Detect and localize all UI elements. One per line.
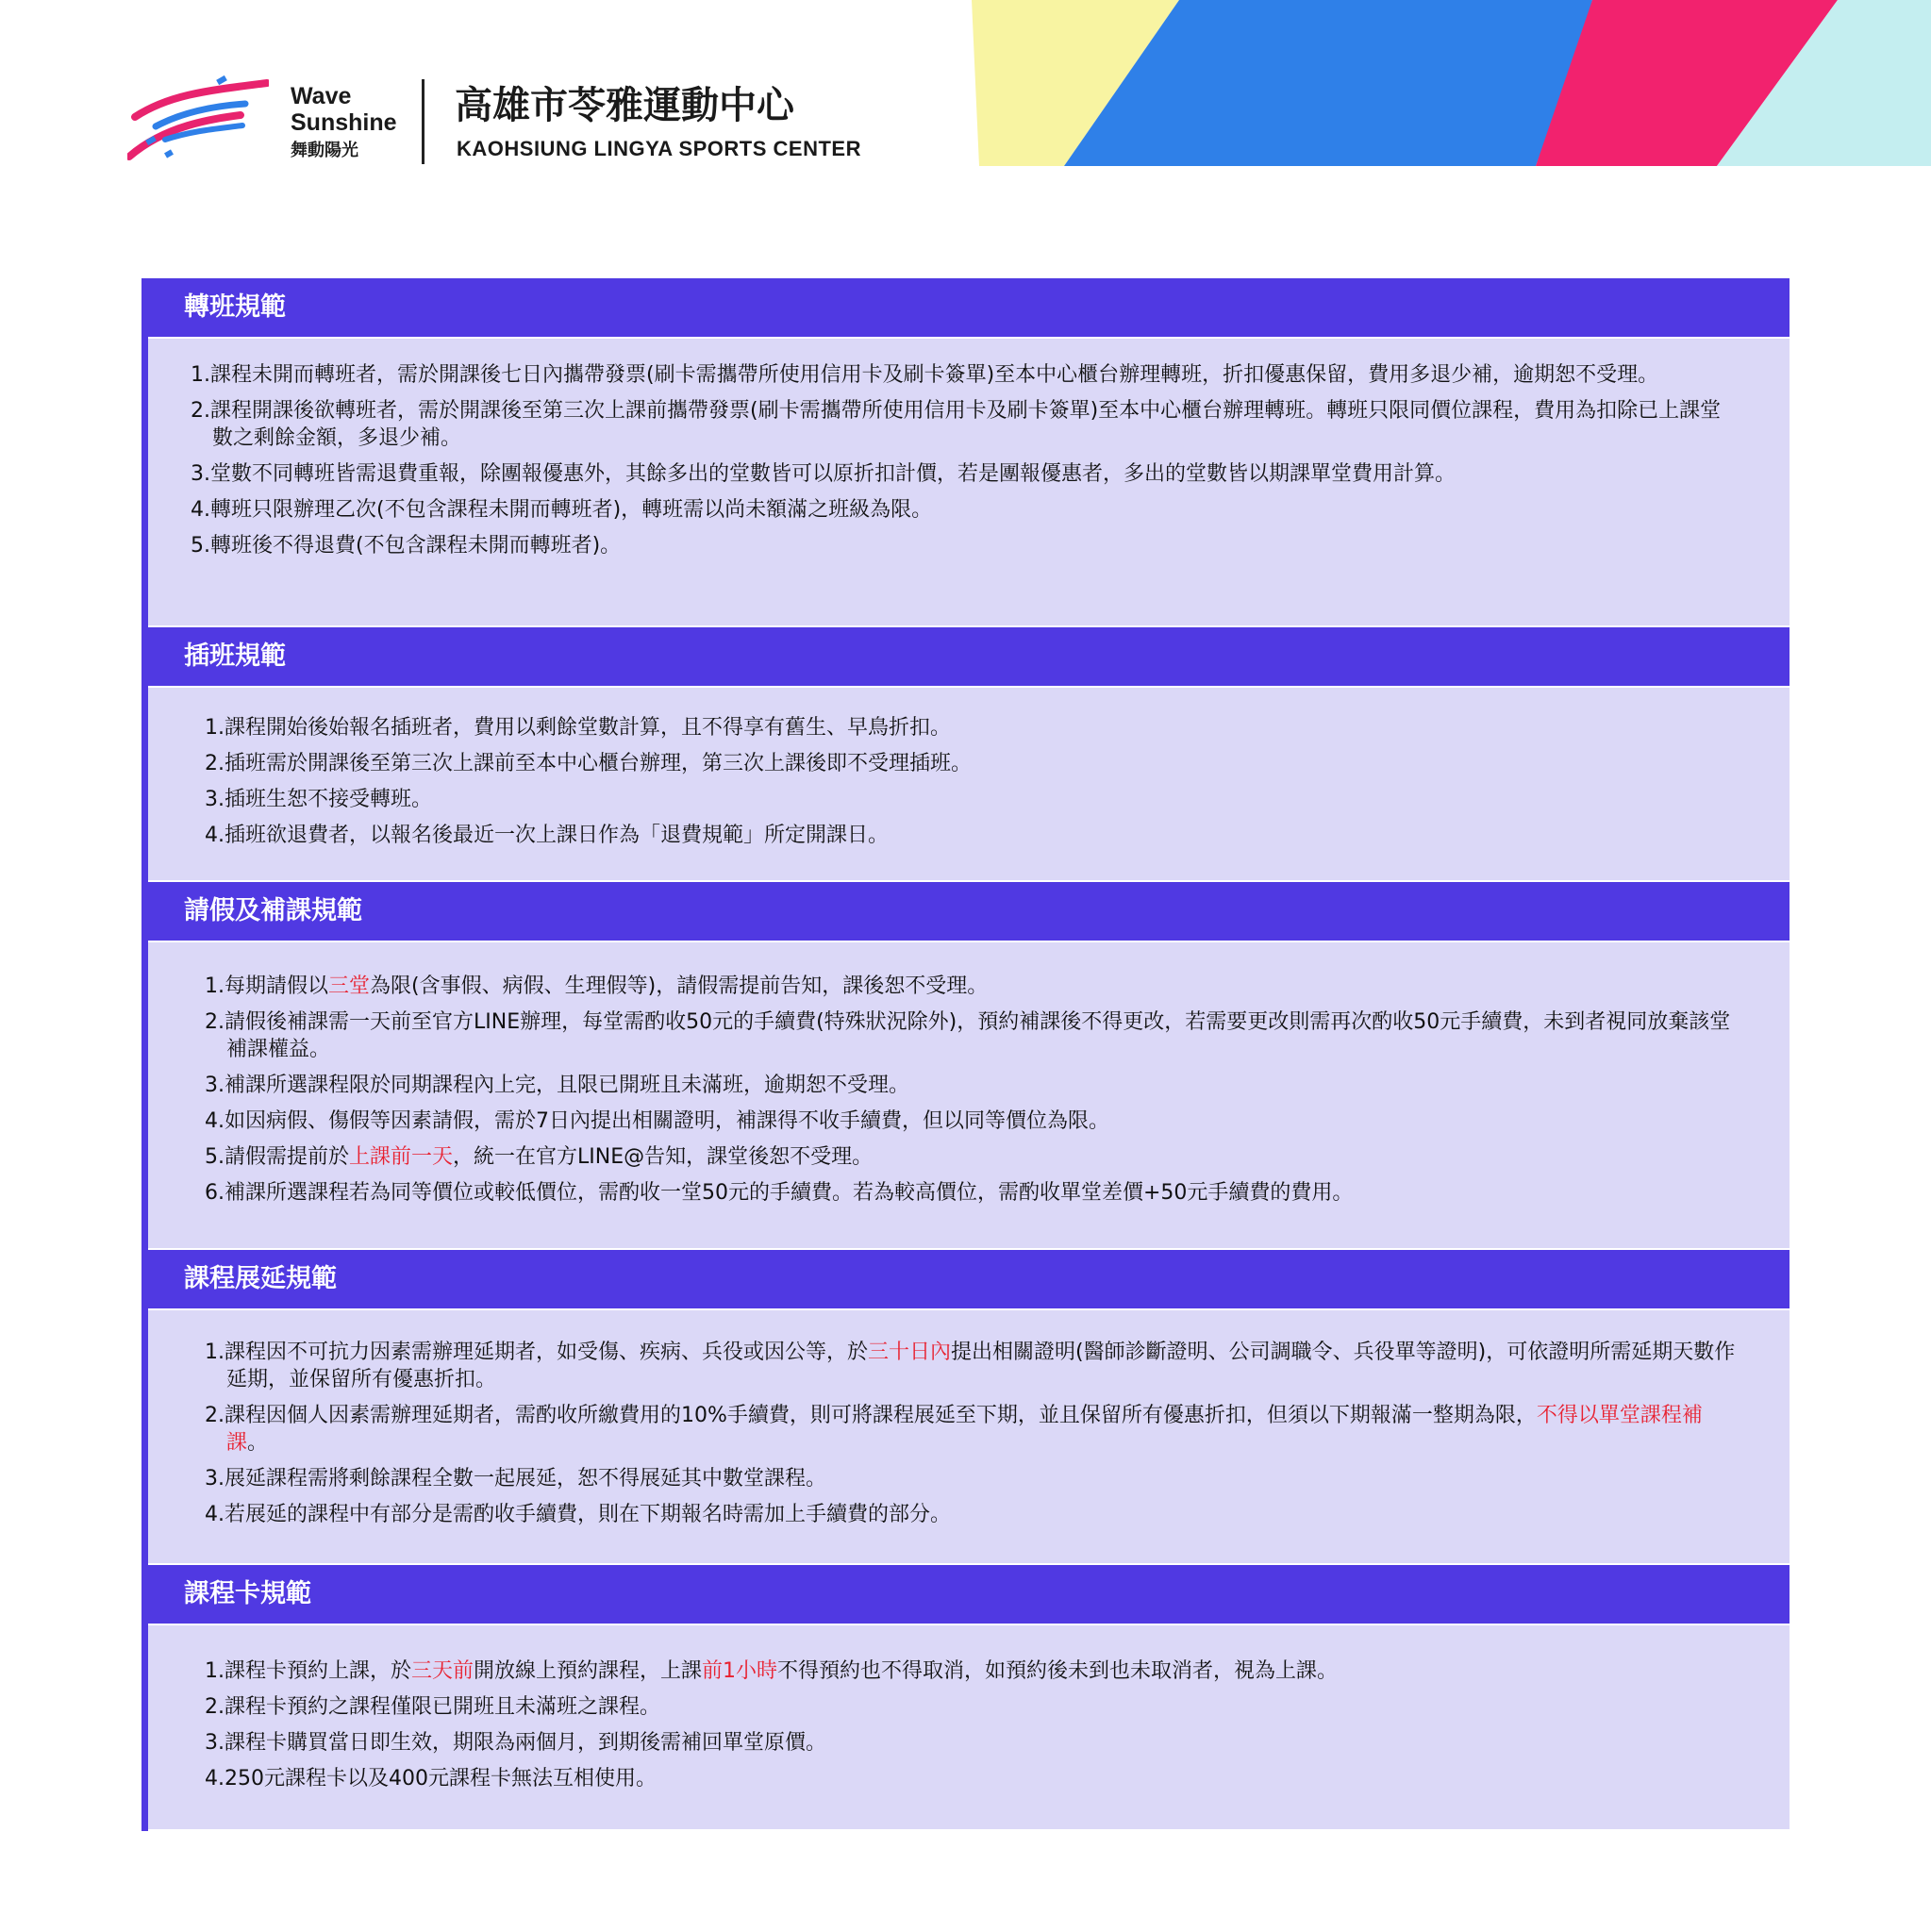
list-item: 1.每期請假以三堂為限(含事假、病假、生理假等)，請假需提前告知，課後恕不受理。 [205,974,989,998]
highlight-text: 三天前 [411,1659,474,1683]
list-item: 4.若展延的課程中有部分是需酌收手續費，則在下期報名時需加上手續費的部分。 [205,1503,952,1526]
highlight-text: 三堂 [328,974,371,998]
section-course-card-rules [148,1565,1790,1831]
list-item: 4.插班欲退費者，以報名後最近一次上課日作為「退費規範」所定開課日。 [205,824,890,847]
section-transfer-rules [148,278,1790,627]
header-divider [422,79,424,164]
page-header [0,0,1931,170]
list-item: 4.如因病假、傷假等因素請假，需於7日內提出相關證明，補課得不收手續費，但以同等價位為限。 [205,1109,1110,1133]
brand-name-cn: 舞動陽光 [291,141,358,160]
section-body [148,337,1790,627]
list-item: 3.展延課程需將剩餘課程全數一起展延，恕不得展延其中數堂課程。 [205,1467,827,1491]
list-item: 2.課程因個人因素需辦理延期者，需酌收所繳費用的10%手續費，則可將課程展延至下期，並且保留所有優惠折扣，但須以下期報滿一整期為限，不得以單堂課程補課。 [205,1404,1703,1455]
section-body [148,941,1790,1250]
list-item: 1.課程因不可抗力因素需辦理延期者，如受傷、疾病、兵役或因公等，於三十日內提出相關證明(醫師診斷證明、公司調職令、兵役單等證明)，可依證明所需延期天數作延期，並保留所有優惠折扣。 [205,1341,1736,1391]
decorative-color-stripes [972,0,1931,166]
section-title: 轉班規範 [148,278,1790,337]
list-item: 6.補課所選課程若為同等價位或較低價位，需酌收一堂50元的手續費。若為較高價位，需酌收單堂差價+50元手續費的費用。 [205,1181,1354,1205]
highlight-text: 上課前一天 [349,1145,454,1169]
list-item: 5.轉班後不得退費(不包含課程未開而轉班者)。 [191,534,622,558]
list-item: 2.插班需於開課後至第三次上課前至本中心櫃台辦理，第三次上課後即不受理插班。 [205,752,973,775]
section-body [148,1624,1790,1831]
section-title: 請假及補課規範 [148,882,1790,941]
section-title: 課程展延規範 [148,1250,1790,1308]
brand-name-en [291,83,397,136]
section-body [148,686,1790,882]
highlight-text: 前1小時 [702,1659,778,1683]
section-title: 插班規範 [148,627,1790,686]
brand-word-sunshine: Sunshine [291,109,397,136]
section-join-class-rules [148,627,1790,882]
rules-content [141,278,1790,1831]
center-name-cn: 高雄市苓雅運動中心 [455,84,794,127]
list-item: 2.課程開課後欲轉班者，需於開課後至第三次上課前攜帶發票(刷卡需攜帶所使用信用卡及刷卡簽單)至本中心櫃台辦理轉班。轉班只限同價位課程，費用為扣除已上課堂數之剩餘金額，多退少補。 [191,399,1722,450]
wave-sunshine-logo-icon [127,74,269,168]
section-title: 課程卡規範 [148,1565,1790,1624]
highlight-text: 不得以單堂課程補課 [226,1404,1703,1455]
section-leave-makeup-rules [148,882,1790,1250]
list-item: 3.插班生恕不接受轉班。 [205,788,433,811]
list-item: 5.請假需提前於上課前一天，統一在官方LINE@告知，課堂後恕不受理。 [205,1145,874,1169]
section-body [148,1308,1790,1565]
list-item: 4.轉班只限辦理乙次(不包含課程未開而轉班者)，轉班需以尚未額滿之班級為限。 [191,498,933,522]
list-item: 2.請假後補課需一天前至官方LINE辦理，每堂需酌收50元的手續費(特殊狀況除外)，預約補課後不得更改，若需要更改則需再次酌收50元手續費，未到者視同放棄該堂補課權益。 [205,1010,1731,1061]
list-item: 2.課程卡預約之課程僅限已開班且未滿班之課程。 [205,1695,661,1719]
list-item: 4.250元課程卡以及400元課程卡無法互相使用。 [205,1767,657,1790]
list-item: 1.課程開始後始報名插班者，費用以剩餘堂數計算，且不得享有舊生、早鳥折扣。 [205,716,952,740]
list-item: 3.補課所選課程限於同期課程內上完，且限已開班且未滿班，逾期恕不受理。 [205,1074,910,1097]
brand-word-wave: Wave [291,83,352,109]
list-item: 1.課程未開而轉班者，需於開課後七日內攜帶發票(刷卡需攜帶所使用信用卡及刷卡簽單)至本中心櫃台辦理轉班，折扣優惠保留，費用多退少補，逾期恕不受理。 [191,363,1659,387]
highlight-text: 三十日內 [868,1341,952,1364]
center-name-en: KAOHSIUNG LINGYA SPORTS CENTER [457,137,861,160]
list-item: 1.課程卡預約上課，於三天前開放線上預約課程，上課前1小時不得預約也不得取消，如預約後未到也未取消者，視為上課。 [205,1659,1339,1683]
list-item: 3.堂數不同轉班皆需退費重報，除團報優惠外，其餘多出的堂數皆可以原折扣計價，若是團報優惠者，多出的堂數皆以期課單堂費用計算。 [191,462,1457,486]
list-item: 3.課程卡購買當日即生效，期限為兩個月，到期後需補回單堂原價。 [205,1731,827,1755]
section-course-extension-rules [148,1250,1790,1565]
